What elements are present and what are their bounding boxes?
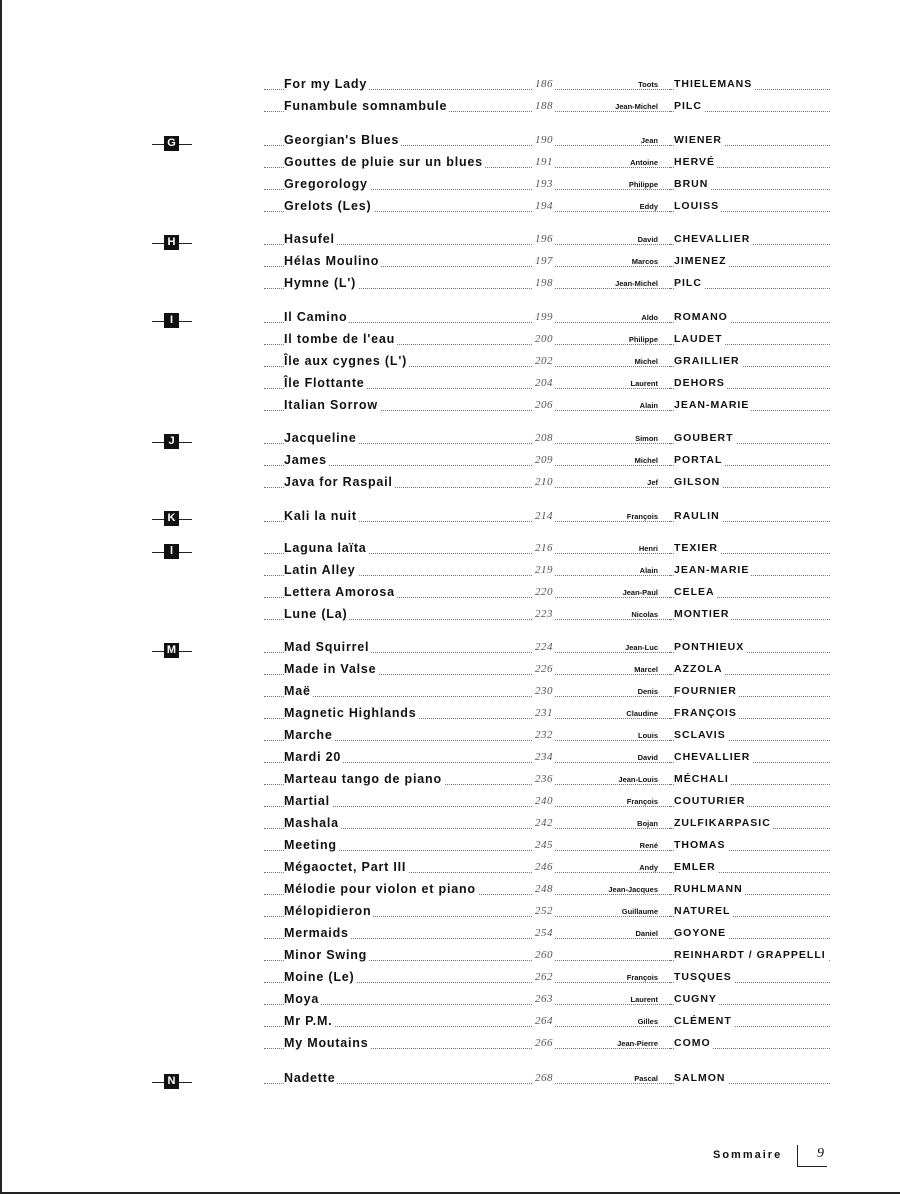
entry-title: Hymne (L') [284, 276, 357, 290]
index-entry [2, 772, 900, 792]
entry-page: 242 [535, 817, 553, 829]
composer-first-name: Toots [638, 80, 658, 89]
composer-first-name: François [626, 512, 658, 521]
index-entry [2, 332, 900, 352]
composer-last-name: RAULIN [674, 510, 720, 522]
entry-title: Magnetic Highlands [284, 706, 417, 720]
composer-first-name: Jean-Michel [615, 102, 658, 111]
composer-first-name: Henri [638, 544, 658, 553]
index-entry [2, 926, 900, 946]
index-entry [2, 155, 900, 175]
index-entry [2, 684, 900, 704]
composer-last-name: TUSQUES [674, 971, 732, 983]
section-letter-n: N [152, 1074, 192, 1090]
index-entry [2, 1036, 900, 1056]
composer-last-name: JEAN-MARIE [674, 564, 750, 576]
composer-first-name: Louis [638, 731, 658, 740]
index-entry [2, 354, 900, 374]
index-entry [2, 640, 900, 660]
index-entry [2, 882, 900, 902]
entry-page: 193 [535, 178, 553, 190]
entry-page: 224 [535, 641, 553, 653]
index-entry [2, 453, 900, 473]
composer-first-name: Marcel [634, 665, 658, 674]
entry-page: 199 [535, 311, 553, 323]
composer-last-name: MÉCHALI [674, 773, 729, 785]
index-entry [2, 860, 900, 880]
entry-title: Laguna laïta [284, 541, 367, 555]
index-entry [2, 398, 900, 418]
composer-last-name: RUHLMANN [674, 883, 743, 895]
entry-page: 230 [535, 685, 553, 697]
entry-title: Mad Squirrel [284, 640, 370, 654]
composer-last-name: WIENER [674, 134, 722, 146]
composer-first-name: Alain [639, 566, 658, 575]
index-entry [2, 475, 900, 495]
entry-title: Nadette [284, 1071, 336, 1085]
entry-page: 240 [535, 795, 553, 807]
entry-title: Marche [284, 728, 333, 742]
composer-last-name: PILC [674, 277, 702, 289]
footer-divider [797, 1145, 798, 1167]
composer-first-name: Laurent [630, 995, 658, 1004]
composer-last-name: FOURNIER [674, 685, 737, 697]
composer-last-name: GILSON [674, 476, 721, 488]
composer-first-name: Claudine [626, 709, 658, 718]
composer-first-name: Laurent [630, 379, 658, 388]
entry-page: 197 [535, 255, 553, 267]
composer-first-name: Gilles [637, 1017, 658, 1026]
composer-first-name: Andy [639, 863, 658, 872]
entry-title: Kali la nuit [284, 509, 357, 523]
composer-first-name: René [639, 841, 658, 850]
index-entry [2, 904, 900, 924]
composer-first-name: Aldo [641, 313, 658, 322]
composer-first-name: Denis [637, 687, 658, 696]
entry-page: 268 [535, 1072, 553, 1084]
composer-last-name: SCLAVIS [674, 729, 726, 741]
section-letter-g: G [152, 136, 192, 152]
composer-last-name: BRUN [674, 178, 709, 190]
index-entry [2, 310, 900, 330]
leader-line [264, 696, 670, 697]
entry-page: 200 [535, 333, 553, 345]
index-entry [2, 750, 900, 770]
entry-title: Made in Valse [284, 662, 377, 676]
entry-page: 264 [535, 1015, 553, 1027]
entry-title: Mr P.M. [284, 1014, 333, 1028]
entry-page: 223 [535, 608, 553, 620]
entry-title: Latin Alley [284, 563, 356, 577]
entry-title: Mélodie pour violon et piano [284, 882, 476, 896]
entry-title: Grelots (Les) [284, 199, 372, 213]
entry-title: Mélopidieron [284, 904, 372, 918]
entry-title: Île Flottante [284, 376, 365, 390]
entry-page: 231 [535, 707, 553, 719]
entry-page: 194 [535, 200, 553, 212]
composer-first-name: Jean-Jacques [608, 885, 658, 894]
section-letter-j: J [152, 434, 192, 450]
index-entry [2, 706, 900, 726]
entry-page: 254 [535, 927, 553, 939]
entry-page: 202 [535, 355, 553, 367]
composer-first-name: Jean-Paul [622, 588, 658, 597]
composer-first-name: Jean-Michel [615, 279, 658, 288]
composer-first-name: Michel [634, 456, 658, 465]
composer-last-name: NATUREL [674, 905, 731, 917]
entry-title: Gregorology [284, 177, 368, 191]
composer-last-name: DEHORS [674, 377, 725, 389]
entry-title: Mashala [284, 816, 339, 830]
leader-line [264, 1004, 670, 1005]
index-entry [2, 728, 900, 748]
entry-page: 191 [535, 156, 553, 168]
composer-first-name: Guillaume [621, 907, 658, 916]
composer-first-name: Pascal [634, 1074, 658, 1083]
index-entry [2, 99, 900, 119]
entry-title: Hasufel [284, 232, 335, 246]
section-letter-h: H [152, 235, 192, 251]
entry-page: 232 [535, 729, 553, 741]
composer-last-name: GOUBERT [674, 432, 734, 444]
composer-first-name: Alain [639, 401, 658, 410]
entry-title: For my Lady [284, 77, 368, 91]
index-entry [2, 970, 900, 990]
composer-last-name: EMLER [674, 861, 716, 873]
entry-page: 219 [535, 564, 553, 576]
composer-first-name: Jean-Pierre [617, 1039, 658, 1048]
composer-first-name: Michel [634, 357, 658, 366]
composer-first-name: Jean-Louis [618, 775, 658, 784]
index-entry [2, 838, 900, 858]
composer-first-name: Jean [640, 136, 658, 145]
entry-page: 204 [535, 377, 553, 389]
entry-page: 198 [535, 277, 553, 289]
composer-first-name: Daniel [635, 929, 658, 938]
index-entry [2, 541, 900, 561]
entry-title: Italian Sorrow [284, 398, 378, 412]
composer-last-name: HERVÉ [674, 156, 715, 168]
index-entry [2, 662, 900, 682]
entry-title: Il tombe de l'eau [284, 332, 396, 346]
index-entry [2, 276, 900, 296]
composer-last-name: CHEVALLIER [674, 233, 751, 245]
entry-page: 248 [535, 883, 553, 895]
composer-last-name: THIELEMANS [674, 78, 753, 90]
index-entry [2, 254, 900, 274]
composer-first-name: Nicolas [631, 610, 658, 619]
entry-page: 245 [535, 839, 553, 851]
index-entry [2, 431, 900, 451]
composer-last-name: MONTIER [674, 608, 730, 620]
composer-last-name: PILC [674, 100, 702, 112]
entry-page: 262 [535, 971, 553, 983]
composer-last-name: ZULFIKARPASIC [674, 817, 771, 829]
entry-title: Meeting [284, 838, 337, 852]
entry-title: Île aux cygnes (L') [284, 354, 408, 368]
footer-label: Sommaire [713, 1149, 783, 1161]
composer-last-name: CELEA [674, 586, 715, 598]
entry-title: Java for Raspail [284, 475, 393, 489]
entry-page: 260 [535, 949, 553, 961]
entry-title: Moine (Le) [284, 970, 355, 984]
index-entry [2, 177, 900, 197]
composer-first-name: Marcos [631, 257, 658, 266]
composer-last-name: CHEVALLIER [674, 751, 751, 763]
composer-last-name: LOUISS [674, 200, 720, 212]
entry-title: Marteau tango de piano [284, 772, 442, 786]
entry-page: 190 [535, 134, 553, 146]
composer-last-name: CUGNY [674, 993, 717, 1005]
composer-last-name: CLÉMENT [674, 1015, 732, 1027]
index-entry [2, 77, 900, 97]
entry-page: 220 [535, 586, 553, 598]
entry-page: 266 [535, 1037, 553, 1049]
index-entry [2, 232, 900, 252]
index-entry [2, 607, 900, 627]
footer-underline [797, 1166, 827, 1167]
composer-last-name: FRANÇOIS [674, 707, 737, 719]
index-entry [2, 376, 900, 396]
composer-last-name: GRAILLIER [674, 355, 740, 367]
composer-last-name: JEAN-MARIE [674, 399, 750, 411]
index-entry [2, 948, 900, 968]
composer-first-name: François [626, 973, 658, 982]
entry-page: 196 [535, 233, 553, 245]
entry-page: 263 [535, 993, 553, 1005]
entry-page: 236 [535, 773, 553, 785]
entry-page: 209 [535, 454, 553, 466]
composer-last-name: THOMAS [674, 839, 726, 851]
index-entry [2, 992, 900, 1012]
index-entry [2, 794, 900, 814]
entry-page: 210 [535, 476, 553, 488]
composer-last-name: COUTURIER [674, 795, 746, 807]
composer-first-name: Eddy [639, 202, 658, 211]
composer-first-name: Antoine [630, 158, 658, 167]
section-letter-k: K [152, 511, 192, 527]
composer-last-name: TEXIER [674, 542, 718, 554]
entry-page: 208 [535, 432, 553, 444]
entry-page: 216 [535, 542, 553, 554]
composer-first-name: Jean-Luc [625, 643, 658, 652]
entry-title: Jacqueline [284, 431, 357, 445]
composer-first-name: Philippe [628, 180, 658, 189]
entry-page: 206 [535, 399, 553, 411]
page-number: 9 [817, 1146, 824, 1161]
composer-last-name: PONTHIEUX [674, 641, 745, 653]
composer-first-name: David [637, 235, 658, 244]
entry-title: James [284, 453, 327, 467]
index-entry [2, 585, 900, 605]
composer-last-name: SALMON [674, 1072, 726, 1084]
entry-title: Il Camino [284, 310, 348, 324]
composer-last-name: GOYONE [674, 927, 727, 939]
composer-first-name: Simon [635, 434, 658, 443]
entry-title: Minor Swing [284, 948, 368, 962]
index-entry [2, 199, 900, 219]
section-letter-i: I [152, 313, 192, 329]
entry-page: 252 [535, 905, 553, 917]
entry-title: My Moutains [284, 1036, 369, 1050]
entry-title: Martial [284, 794, 330, 808]
entry-title: Hélas Moulino [284, 254, 380, 268]
entry-page: 246 [535, 861, 553, 873]
entry-title: Maë [284, 684, 311, 698]
entry-page: 214 [535, 510, 553, 522]
index-entry [2, 509, 900, 529]
composer-last-name: ROMANO [674, 311, 728, 323]
index-entry [2, 563, 900, 583]
section-letter-m: M [152, 643, 192, 659]
composer-first-name: Jef [647, 478, 658, 487]
composer-last-name: JIMENEZ [674, 255, 727, 267]
index-entry [2, 1071, 900, 1091]
composer-first-name: Philippe [628, 335, 658, 344]
section-letter-l: l [152, 544, 192, 560]
entry-title: Mégaoctet, Part III [284, 860, 407, 874]
entry-page: 234 [535, 751, 553, 763]
entry-title: Mermaids [284, 926, 349, 940]
index-entry [2, 1014, 900, 1034]
composer-last-name: PORTAL [674, 454, 723, 466]
index-entry [2, 133, 900, 153]
entry-page: 188 [535, 100, 553, 112]
entry-title: Lune (La) [284, 607, 348, 621]
composer-last-name: REINHARDT / GRAPPELLI [674, 949, 826, 961]
composer-last-name: LAUDET [674, 333, 723, 345]
entry-title: Lettera Amorosa [284, 585, 395, 599]
entry-title: Georgian's Blues [284, 133, 400, 147]
entry-title: Gouttes de pluie sur un blues [284, 155, 483, 169]
entry-title: Funambule somnambule [284, 99, 448, 113]
composer-first-name: Bojan [637, 819, 658, 828]
entry-page: 226 [535, 663, 553, 675]
composer-first-name: François [626, 797, 658, 806]
entry-page: 186 [535, 78, 553, 90]
index-entry [2, 816, 900, 836]
entry-title: Moya [284, 992, 320, 1006]
composer-first-name: David [637, 753, 658, 762]
composer-last-name: COMO [674, 1037, 711, 1049]
composer-last-name: AZZOLA [674, 663, 723, 675]
entry-title: Mardi 20 [284, 750, 342, 764]
